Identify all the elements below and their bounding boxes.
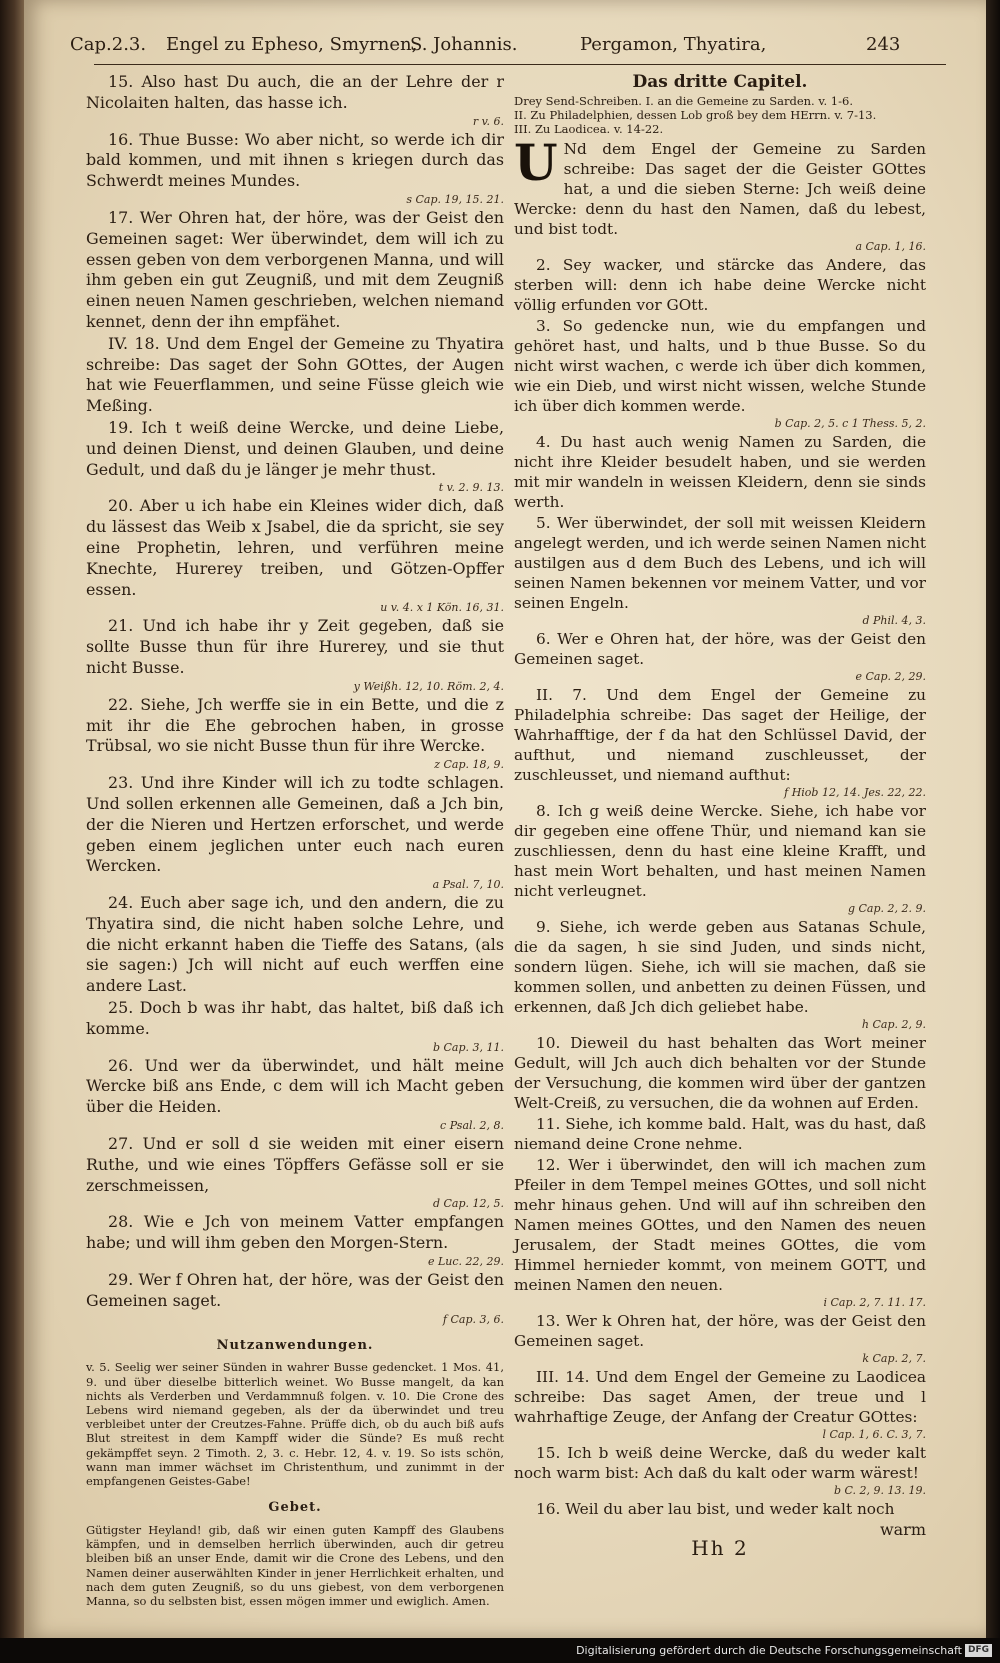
header-left-title: Engel zu Epheso, Smyrnen, <box>166 34 418 55</box>
verse: 6. Wer e Ohren hat, der höre, was der Geist den Gemeinen saget. <box>514 630 926 668</box>
right-column <box>514 72 926 1558</box>
verse: 27. Und er soll d sie weiden mit einer eisern Ruthe, und wie eines Töpffers Gefässe soll er sie zerschmeissen, <box>86 1134 504 1195</box>
cross-reference: g Cap. 2, 2. 9. <box>847 902 926 915</box>
verse: 15. Ich b weiß deine Wercke, daß du weder kalt noch warm bist: Ach daß du kalt oder warm wärest! <box>514 1444 926 1482</box>
cross-reference: a Psal. 7, 10. <box>432 878 504 892</box>
drop-capital: U <box>514 133 558 192</box>
cross-reference: u v. 4. x 1 Kön. 16, 31. <box>380 601 504 615</box>
opening-verse: Nd dem Engel der Gemeine zu Sarden schreibe: Das saget der die Geister GOttes hat, a und die sieben Sterne: Jch weiß deine Wercke: denn du hast den Namen, daß du lebest, und bist todt. <box>514 140 926 238</box>
chapter-summary <box>514 94 926 136</box>
verse: 29. Wer f Ohren hat, der höre, was der Geist den Gemeinen saget. <box>86 1270 504 1310</box>
verse: 21. Und ich habe ihr y Zeit gegeben, daß sie sollte Busse thun für ihre Hurerey, und sie thut nicht Busse. <box>86 616 504 677</box>
cross-reference: d Phil. 4, 3. <box>862 614 926 627</box>
summary-line: Drey Send-Schreiben. I. an die Gemeine zu Sarden. v. 1-6. <box>514 94 853 108</box>
verse: 10. Dieweil du hast behalten das Wort meiner Gedult, will Jch auch dich behalten vor der Stunde der Versuchung, die kommen wird über der gantzen Welt-Creiß, zu versuchen, die da wohnen auf Erden. <box>514 1034 926 1112</box>
verse: 16. Thue Busse: Wo aber nicht, so werde ich dir bald kommen, und mit ihnen s kriegen durch das Schwerdt meines Mundes. <box>86 129 504 191</box>
cross-reference: e Luc. 22, 29. <box>427 1255 504 1269</box>
chapter-title: Das dritte Capitel. <box>632 72 808 92</box>
book-page <box>24 0 986 1638</box>
cross-reference: h Cap. 2, 9. <box>861 1018 926 1031</box>
verse: 13. Wer k Ohren hat, der höre, was der Geist den Gemeinen saget. <box>514 1312 926 1350</box>
cross-reference: y Weißh. 12, 10. Röm. 2, 4. <box>353 679 504 693</box>
header-chapter: Cap.2.3. <box>70 34 147 55</box>
verse: 4. Du hast auch wenig Namen zu Sarden, die nicht ihre Kleider besudelt haben, und sie werden mit mir wandeln in weissen Kleidern, denn sie sinds werth. <box>514 433 926 511</box>
left-column <box>86 72 504 1609</box>
verse: 28. Wie e Jch von meinem Vatter empfangen habe; und will ihm geben den Morgen-Stern. <box>86 1212 504 1253</box>
cross-reference: i Cap. 2, 7. 11. 17. <box>823 1296 926 1309</box>
section-heading: Gebet. <box>268 1500 322 1516</box>
cross-reference: l Cap. 1, 6. C. 3, 7. <box>822 1428 926 1441</box>
verse: 23. Und ihre Kinder will ich zu todte schlagen. Und sollen erkennen alle Gemeinen, daß a Jch bin, der die Nieren und Hertzen erforschet, und werde geben einem jeglichen unter euch nach euren Wercken. <box>86 773 504 876</box>
cross-reference: c Psal. 2, 8. <box>440 1119 504 1133</box>
cross-reference: z Cap. 18, 9. <box>434 758 504 772</box>
cross-reference: r v. 6. <box>472 114 504 128</box>
verse: 3. So gedencke nun, wie du empfangen und gehöret hast, und halts, und b thue Busse. So du nicht wirst wachen, c werde ich über dich kommen, wie ein Dieb, und wirst nicht wissen, welche Stunde ich über dich kommen werde. <box>514 317 926 415</box>
running-header <box>24 30 986 66</box>
verse: 12. Wer i überwindet, den will ich machen zum Pfeiler in dem Tempel meines GOttes, und soll nicht mehr hinaus gehen. Und will auf ihn schreiben den Namen meines GOttes, und den Namen des neuen Jerusalem, der Stadt meines GOttes, die vom Himmel hernieder kommt, von meinem GOTT, und meinen Namen den neuen. <box>514 1156 926 1294</box>
right-verses <box>514 133 926 1519</box>
verse: 25. Doch b was ihr habt, das haltet, biß daß ich komme. <box>86 998 504 1038</box>
summary-line: II. Zu Philadelphien, dessen Lob groß bey dem HErrn. v. 7-13. <box>514 108 877 122</box>
verse: 19. Ich t weiß deine Wercke, und deine Liebe, und deinen Dienst, und deinen Glauben, und deine Gedult, und daß du je länger je mehr thust. <box>86 417 504 479</box>
header-right-title: Pergamon, Thyatira, <box>580 34 767 55</box>
verse: 11. Siehe, ich komme bald. Halt, was du hast, daß niemand deine Crone nehme. <box>514 1115 926 1153</box>
header-center: S. Johannis. <box>410 34 518 55</box>
section-heading: Nutzanwendungen. <box>216 1337 374 1353</box>
commentary-paragraph: Gütigster Heyland! gib, daß wir einen guten Kampff des Glaubens kämpfen, und in demselben herrlich überwinden, auch dir getreu bleiben biß an unser Ende, damit wir die Crone des Lebens, und den Namen deiner auserwählten Kinder in jener Herrlichkeit erhalten, und nach dem guten Zeugniß, so du uns giebest, von dem verborgenen Manna, so du selbsten bist, essen mögen immer und ewiglich. Amen. <box>86 1523 504 1609</box>
commentary-paragraph: v. 5. Seelig wer seiner Sünden in wahrer Busse gedencket. 1 Mos. 41, 9. und über dieselbe bitterlich weinet. Wo Busse mangelt, da kan nichts als Verderben und Verdammnuß folgen. v. 10. Die Crone des Lebens wird niemand gegeben, als der da überwindet und treu verbleibet unter der Creutzes-Fahne. Prüffe dich, ob du auch biß aufs Blut streitest in dem Kampff wider die Sünde? Es muß recht gekämpffet seyn. 2 Timoth. 2, 3. c. Hebr. 12, 4. v. 19. So ists schön, wann man immer wächset im Christenthum, und zunimmt in der empfangenen Geistes-Gabe! <box>86 1360 504 1489</box>
cross-reference: d Cap. 12, 5. <box>432 1197 504 1211</box>
verse: III. 14. Und dem Engel der Gemeine zu Laodicea schreibe: Das saget Amen, der treue und l wahrhaftige Zeuge, der Anfang der Creatur GOttes: <box>514 1368 926 1426</box>
dfg-badge: DFG <box>965 1644 992 1657</box>
scan-binding-edge <box>0 0 24 1663</box>
cross-reference: a Cap. 1, 16. <box>855 240 926 253</box>
footer-credit: Digitalisierung gefördert durch die Deutsche Forschungsgemeinschaft <box>576 1644 962 1657</box>
verse: 8. Ich g weiß deine Wercke. Siehe, ich habe vor dir gegeben eine offene Thür, und niemand kan sie zuschliessen, denn du hast eine kleine Krafft, und hast mein Wort behalten, und hast meinen Namen nicht verleugnet. <box>514 802 926 900</box>
verse: IV. 18. Und dem Engel der Gemeine zu Thyatira schreibe: Das saget der Sohn GOttes, der Augen hat wie Feuerflammen, und seine Füsse gleich wie Meßing. <box>86 333 504 416</box>
digitization-footer <box>0 1638 1000 1663</box>
verse: 26. Und wer da überwindet, und hält meine Wercke biß ans Ende, c dem will ich Macht geben über die Heiden. <box>86 1055 504 1117</box>
catchword: warm <box>879 1520 926 1539</box>
cross-reference: s Cap. 19, 15. 21. <box>406 192 504 206</box>
verse: 5. Wer überwindet, der soll mit weissen Kleidern angelegt werden, und ich werde seinen Namen nicht austilgen aus d dem Buch des Lebens, und ich will seinen Namen bekennen vor meinem Vatter, und vor seinen Engeln. <box>514 514 926 612</box>
cross-reference: e Cap. 2, 29. <box>855 670 926 683</box>
verse: 22. Siehe, Jch werffe sie in ein Bette, und die z mit ihr die Ehe gebrochen haben, in grosse Trübsal, wo sie nicht Busse thun für ihre Wercke. <box>86 694 504 756</box>
verse: 15. Also hast Du auch, die an der Lehre der r Nicolaiten halten, das hasse ich. <box>86 72 504 112</box>
cross-reference: f Cap. 3, 6. <box>442 1312 504 1326</box>
verse: II. 7. Und dem Engel der Gemeine zu Philadelphia schreibe: Das saget der Heilige, der Wahrhafftige, der f da hat den Schlüssel David, der aufthut, und niemand zuschleusset, der zuschleusset, und niemand aufthut: <box>514 686 926 784</box>
signature-mark: Hh 2 <box>691 1536 749 1560</box>
verse: 24. Euch aber sage ich, und den andern, die zu Thyatira sind, die nicht haben solche Lehre, und die nicht erkannt haben die Tieffe des Satans, (als sie sagen:) Jch will nicht auf euch werffen eine andere Last. <box>86 893 504 996</box>
summary-line: III. Zu Laodicea. v. 14-22. <box>514 122 664 136</box>
cross-reference: k Cap. 2, 7. <box>862 1352 926 1365</box>
verse: 2. Sey wacker, und stärcke das Andere, das sterben will: denn ich habe deine Wercke nicht völlig erfunden vor GOtt. <box>514 256 926 314</box>
cross-reference: f Hiob 12, 14. Jes. 22, 22. <box>784 786 926 799</box>
header-rule <box>94 64 946 65</box>
verse: 20. Aber u ich habe ein Kleines wider dich, daß du lässest das Weib x Jsabel, die da spricht, sie sey eine Prophetin, lehren, und verführen meine Knechte, Hurerey treiben, und Götzen-Opffer essen. <box>86 496 504 599</box>
verse: 17. Wer Ohren hat, der höre, was der Geist den Gemeinen saget: Wer überwindet, dem will ich zu essen geben von dem verborgenen Manna, und will ihm geben ein gut Zeugniß, und mit dem Zeugniß einen neuen Namen geschrieben, welchen niemand kennet, denn der ihn empfähet. <box>86 207 504 331</box>
cross-reference: t v. 2. 9. 13. <box>438 481 504 495</box>
verse: 9. Siehe, ich werde geben aus Satanas Schule, die da sagen, h sie sind Juden, und sinds nicht, sondern lügen. Siehe, ich will sie machen, daß sie kommen sollen, und anbetten zu deinen Füssen, und erkennen, daß Jch dich geliebet habe. <box>514 918 926 1016</box>
page-number: 243 <box>866 34 901 55</box>
cross-reference: b Cap. 3, 11. <box>432 1040 504 1054</box>
cross-reference: b C. 2, 9. 13. 19. <box>833 1484 926 1497</box>
verse: 16. Weil du aber lau bist, und weder kalt noch <box>536 1500 895 1518</box>
scan-outer-edge <box>986 0 1000 1663</box>
cross-reference: b Cap. 2, 5. c 1 Thess. 5, 2. <box>774 417 926 430</box>
